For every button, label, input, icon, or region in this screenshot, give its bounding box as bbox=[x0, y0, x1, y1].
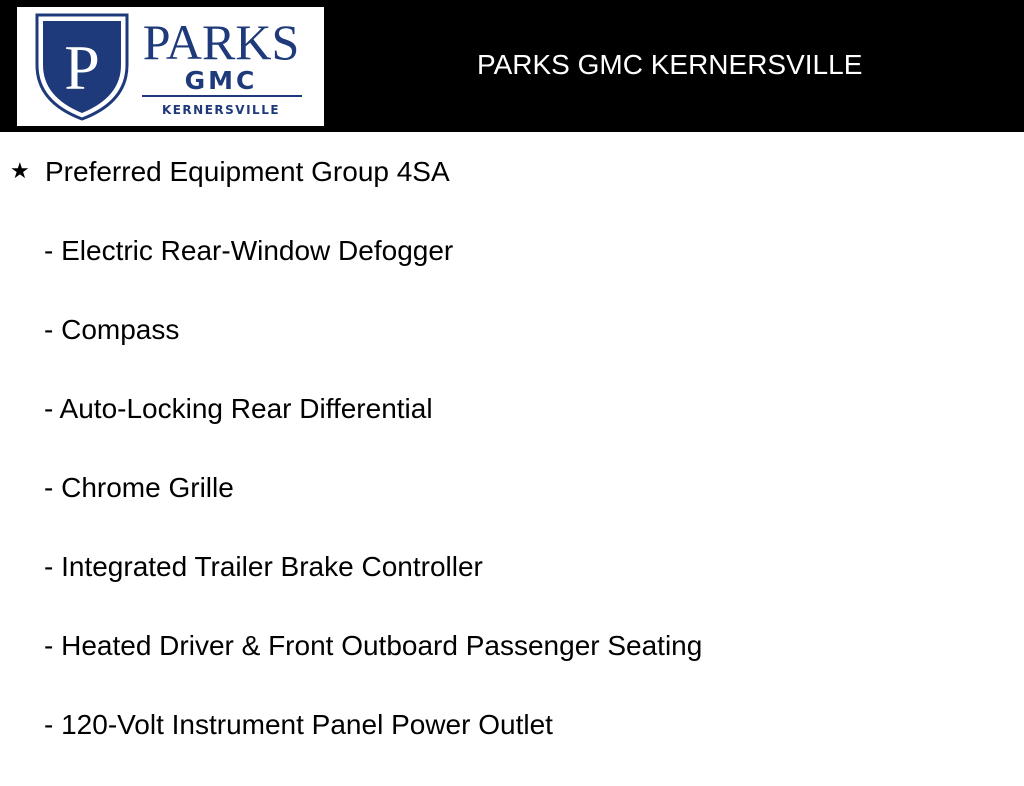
feature-item: - Heated Driver & Front Outboard Passenger Seating bbox=[44, 630, 703, 661]
star-icon: ★ bbox=[10, 158, 30, 183]
feature-list bbox=[44, 233, 702, 786]
logo-location-text: KERNERSVILLE bbox=[161, 103, 281, 117]
feature-item: - Integrated Trailer Brake Controller bbox=[44, 551, 483, 582]
logo-make-text: GMC bbox=[184, 66, 258, 95]
dealer-logo bbox=[17, 7, 324, 126]
logo-monogram: P bbox=[64, 32, 100, 103]
feature-item: - 120-Volt Instrument Panel Power Outlet bbox=[44, 709, 553, 740]
feature-group-title: Preferred Equipment Group 4SA bbox=[45, 156, 450, 187]
equipment-content bbox=[0, 132, 1024, 768]
feature-item: - Auto-Locking Rear Differential bbox=[44, 393, 433, 424]
dealer-title: PARKS GMC KERNERSVILLE bbox=[477, 49, 863, 80]
feature-item: - Electric Rear-Window Defogger bbox=[44, 235, 454, 266]
feature-item: - Compass bbox=[44, 314, 180, 345]
feature-item: - Chrome Grille bbox=[44, 472, 234, 503]
logo-brand-text: PARKS bbox=[142, 14, 300, 70]
header-bar bbox=[0, 0, 1024, 132]
